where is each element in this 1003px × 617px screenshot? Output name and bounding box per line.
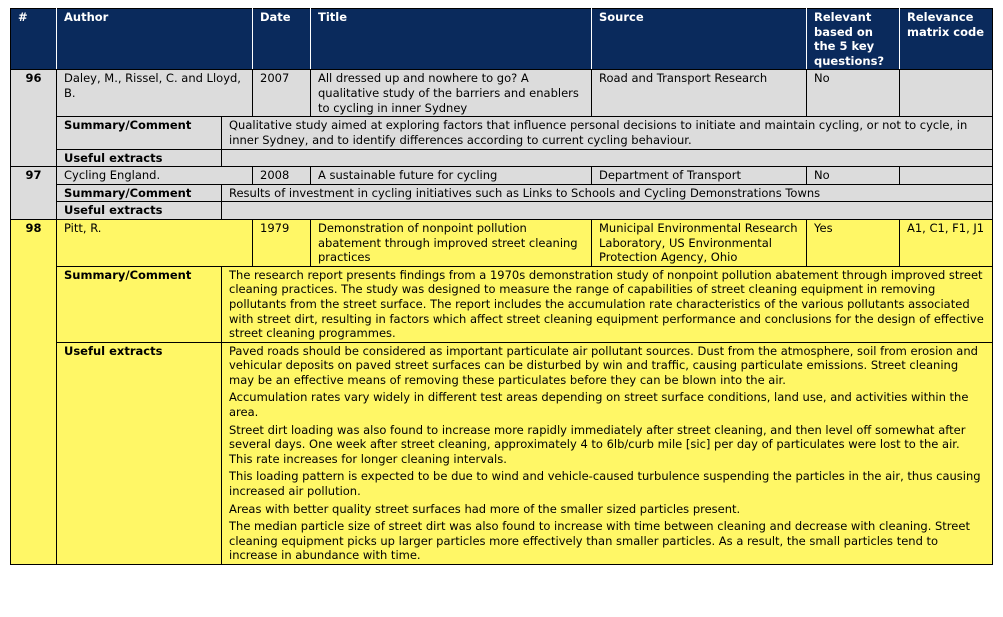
header-date: Date [253, 9, 311, 70]
literature-review-table [10, 8, 993, 565]
row-title: Demonstration of nonpoint pollution abatement through improved street cleaning practices [311, 219, 592, 266]
row-matrix-code: A1, C1, F1, J1 [900, 219, 993, 266]
table-row-highlighted [11, 219, 993, 266]
row-relevant: No [807, 70, 900, 117]
summary-row [11, 117, 993, 149]
summary-text: The research report presents findings from a 1970s demonstration study of nonpoint pollution abatement through improved street cleaning practices. The study was designed to measure the range of capabilities of street cleaning equipment in removing pollutants from the street surface. The report includes the accumulation rate characteristics of the various pollutants associated with street dirt, resulting in factors which affect street cleaning equipment performance and conclusions for the design of effective street cleaning programmes. [222, 266, 993, 342]
extract-paragraph: The median particle size of street dirt was also found to increase with time between cleaning and decrease with cleaning. Street cleaning equipment picks up larger particles more effectively than smaller particles. As a result, the small particles tend to increase in abundance with time. [229, 519, 970, 563]
summary-row [11, 266, 993, 342]
extracts-text [222, 202, 993, 220]
row-matrix-code [900, 70, 993, 117]
row-source: Road and Transport Research [592, 70, 807, 117]
extracts-row [11, 149, 993, 167]
extracts-row [11, 202, 993, 220]
header-source: Source [592, 9, 807, 70]
extract-paragraph: Accumulation rates vary widely in different test areas depending on street surface conditions, land use, and activities within the area. [229, 390, 969, 420]
row-author: Daley, M., Rissel, C. and Lloyd, B. [57, 70, 253, 117]
row-number: 97 [11, 167, 57, 220]
summary-row [11, 184, 993, 202]
row-number: 98 [11, 219, 57, 564]
row-relevant: Yes [807, 219, 900, 266]
extracts-text [222, 342, 993, 564]
extract-paragraph: This loading pattern is expected to be due to wind and vehicle-caused turbulence suspending the particles in the air, thus causing increased air pollution. [229, 469, 981, 499]
extracts-row [11, 342, 993, 564]
row-title: A sustainable future for cycling [311, 167, 592, 185]
header-title: Title [311, 9, 592, 70]
summary-label: Summary/Comment [57, 266, 222, 342]
extracts-label: Useful extracts [57, 149, 222, 167]
row-author: Pitt, R. [57, 219, 253, 266]
extracts-label: Useful extracts [57, 342, 222, 564]
summary-label: Summary/Comment [57, 117, 222, 149]
summary-text: Qualitative study aimed at exploring factors that influence personal decisions to initiate and maintain cycling, or not to cycle, in inner Sydney, and to identify differences according to current cycling behaviour. [222, 117, 993, 149]
row-author: Cycling England. [57, 167, 253, 185]
extract-paragraph: Street dirt loading was also found to increase more rapidly immediately after street cleaning, and then level off somewhat after several days. One week after street cleaning, approximately 4 to 6lb/curb mile [sic] per day of particulates were lost to the air. This rate increases for longer cleaning intervals. [229, 422, 966, 466]
summary-label: Summary/Comment [57, 184, 222, 202]
row-number: 96 [11, 70, 57, 167]
row-date: 2008 [253, 167, 311, 185]
extracts-text [222, 149, 993, 167]
table-row [11, 70, 993, 117]
table-row [11, 167, 993, 185]
extracts-label: Useful extracts [57, 202, 222, 220]
header-relevant: Relevant based on the 5 key questions? [807, 9, 900, 70]
row-date: 2007 [253, 70, 311, 117]
summary-text: Results of investment in cycling initiatives such as Links to Schools and Cycling Demonstrations Towns [222, 184, 993, 202]
row-title: All dressed up and nowhere to go? A qualitative study of the barriers and enablers to cycling in inner Sydney [311, 70, 592, 117]
extract-paragraph: Paved roads should be considered as important particulate air pollutant sources. Dust from the atmosphere, soil from erosion and vehicular deposits on paved street surfaces can be disturbed by win and traffic, causing particulate emissions. Street cleaning may be an effective means of removing these particulates before they can be blown into the air. [229, 343, 978, 387]
header-matrix-code: Relevance matrix code [900, 9, 993, 70]
row-source: Department of Transport [592, 167, 807, 185]
header-author: Author [57, 9, 253, 70]
row-matrix-code [900, 167, 993, 185]
row-source: Municipal Environmental Research Laboratory, US Environmental Protection Agency, Ohio [592, 219, 807, 266]
row-date: 1979 [253, 219, 311, 266]
header-number: # [11, 9, 57, 70]
header-row [11, 9, 993, 70]
extract-paragraph: Areas with better quality street surfaces had more of the smaller sized particles present. [229, 501, 741, 516]
row-relevant: No [807, 167, 900, 185]
